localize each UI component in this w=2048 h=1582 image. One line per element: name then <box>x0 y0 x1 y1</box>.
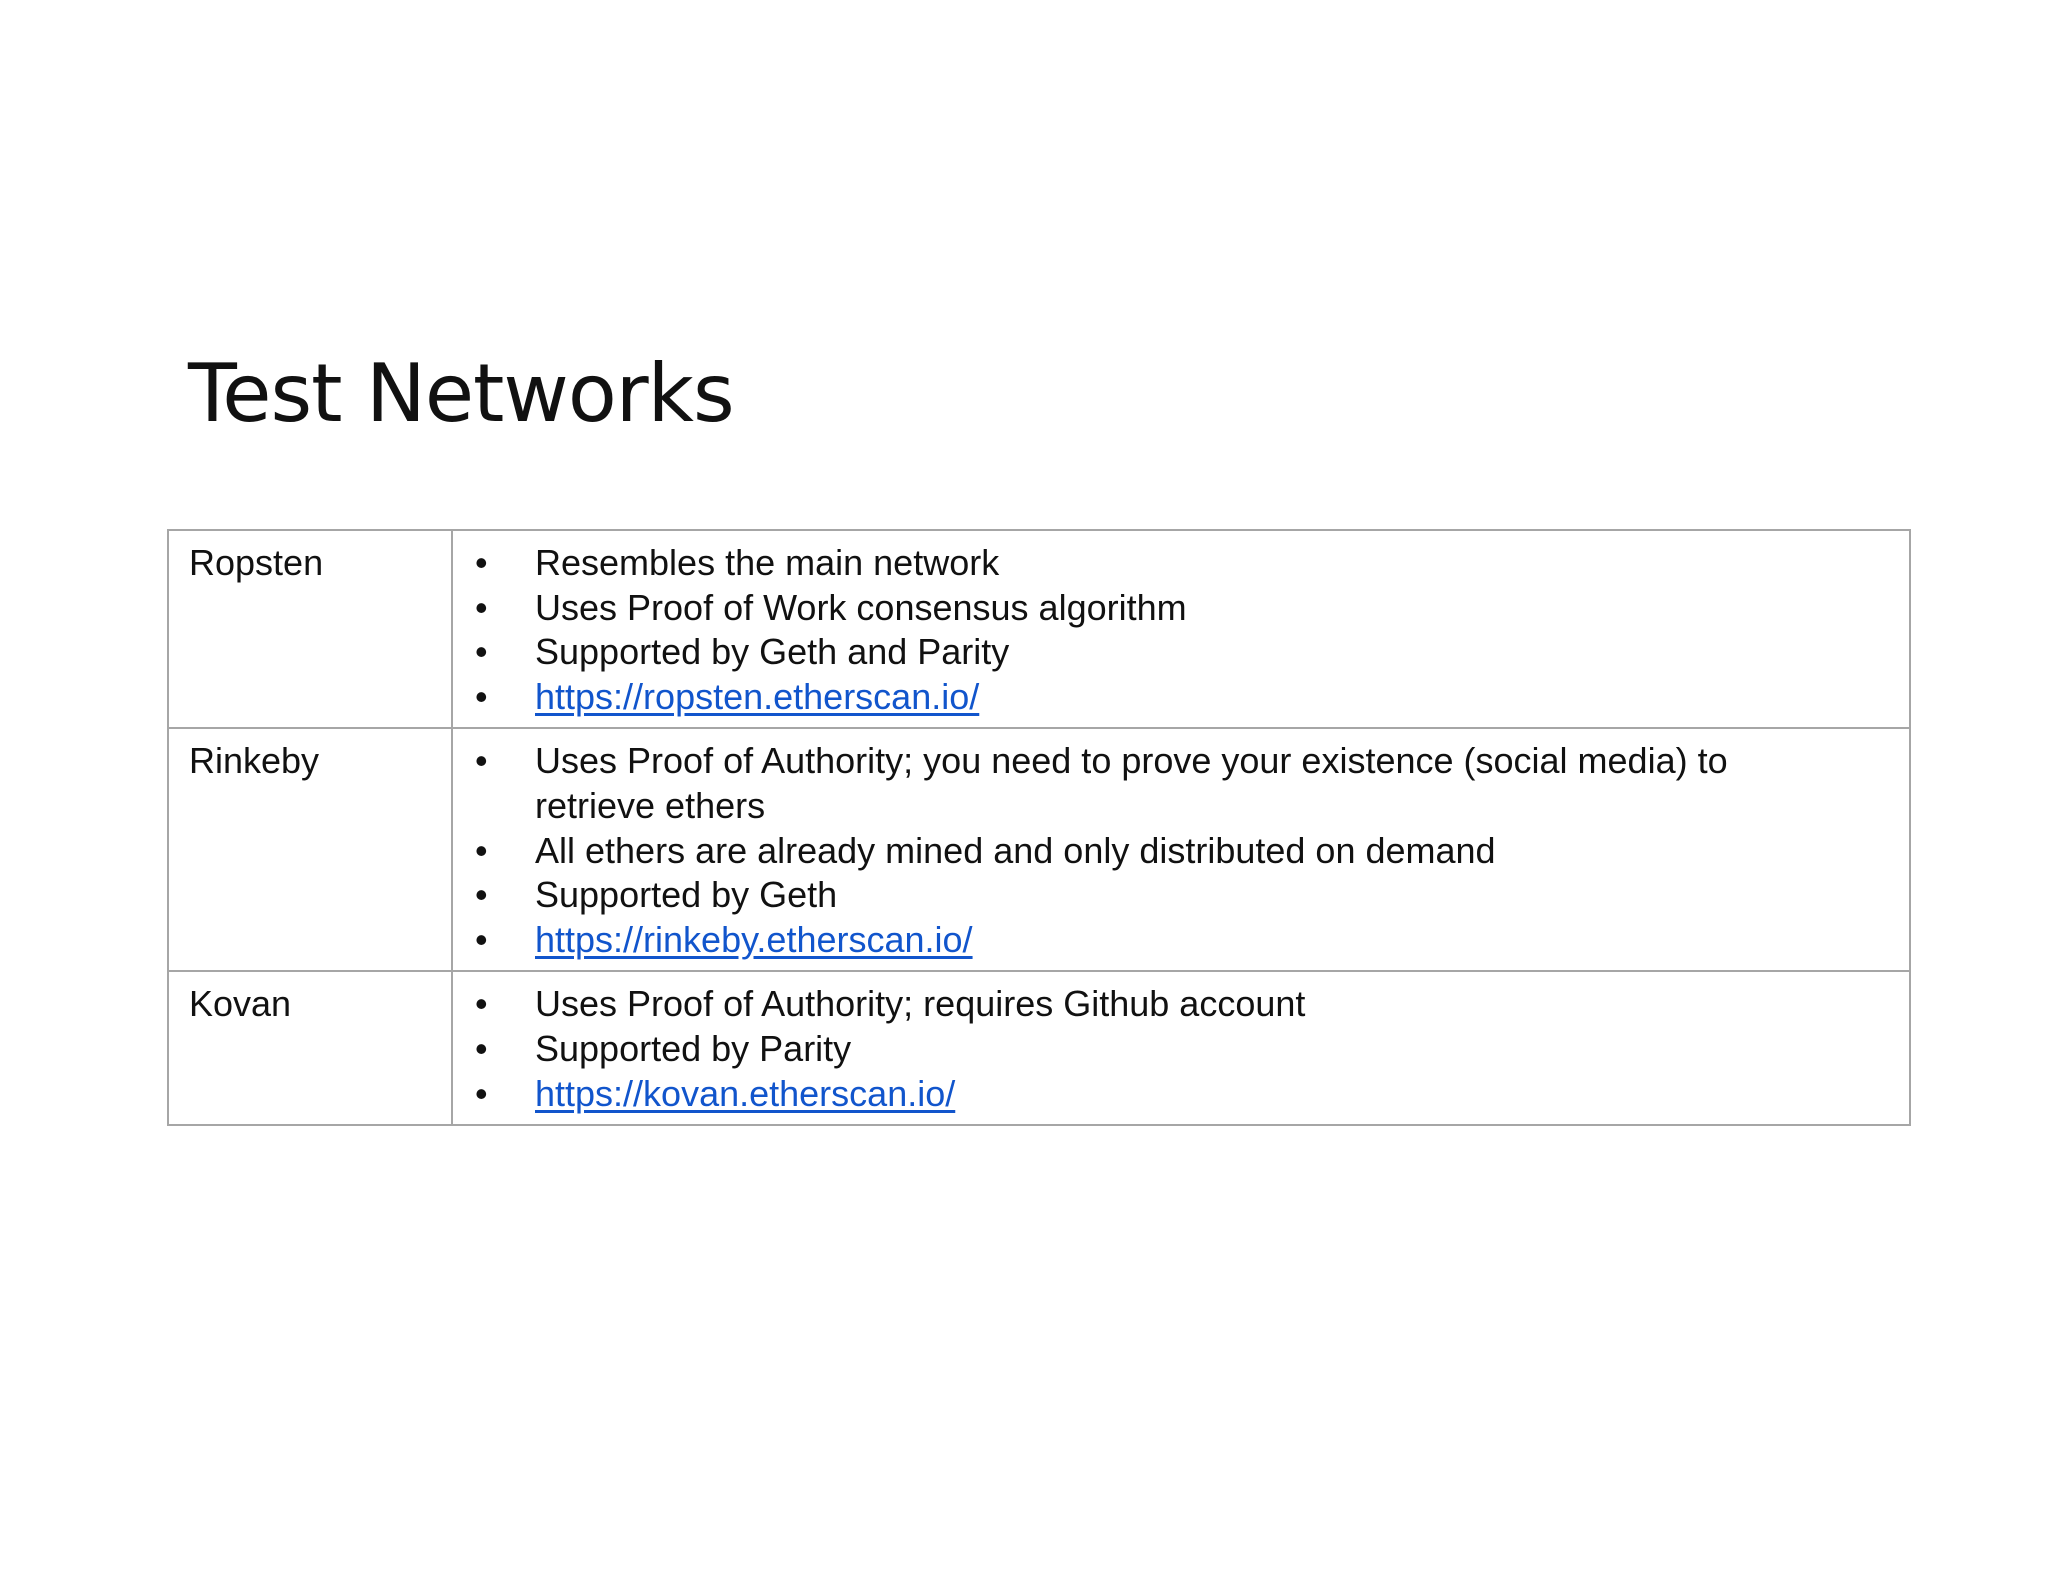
list-item-link <box>453 1072 1909 1117</box>
list-item-link <box>453 675 1909 720</box>
list-item: • Resembles the main network <box>453 541 1909 586</box>
slide-title: Test Networks <box>188 347 734 440</box>
list-item: • Supported by Geth and Parity <box>453 630 1909 675</box>
list-item: • Uses Proof of Work consensus algorithm <box>453 586 1909 631</box>
list-item: • Uses Proof of Authority; you need to prove your existence (social media) to retrieve ethers <box>453 739 1909 828</box>
table-row-ropsten <box>168 530 1910 728</box>
table-row-kovan <box>168 971 1910 1125</box>
list-item: • All ethers are already mined and only distributed on demand <box>453 829 1909 874</box>
list-item-link <box>453 918 1909 963</box>
network-name: Kovan <box>168 971 452 1125</box>
network-details <box>452 530 1910 728</box>
test-networks-table <box>167 529 1911 1126</box>
table-row-rinkeby <box>168 728 1910 971</box>
bullet-list <box>453 739 1909 962</box>
ropsten-etherscan-link[interactable]: https://ropsten.etherscan.io/ <box>535 675 980 717</box>
kovan-etherscan-link[interactable]: https://kovan.etherscan.io/ <box>535 1072 956 1114</box>
network-details <box>452 971 1910 1125</box>
network-details <box>452 728 1910 971</box>
bullet-list <box>453 541 1909 719</box>
network-name: Rinkeby <box>168 728 452 971</box>
network-name: Ropsten <box>168 530 452 728</box>
bullet-list <box>453 982 1909 1116</box>
list-item: • Supported by Geth <box>453 873 1909 918</box>
rinkeby-etherscan-link[interactable]: https://rinkeby.etherscan.io/ <box>535 918 973 960</box>
list-item: • Supported by Parity <box>453 1027 1909 1072</box>
list-item: • Uses Proof of Authority; requires Github account <box>453 982 1909 1027</box>
